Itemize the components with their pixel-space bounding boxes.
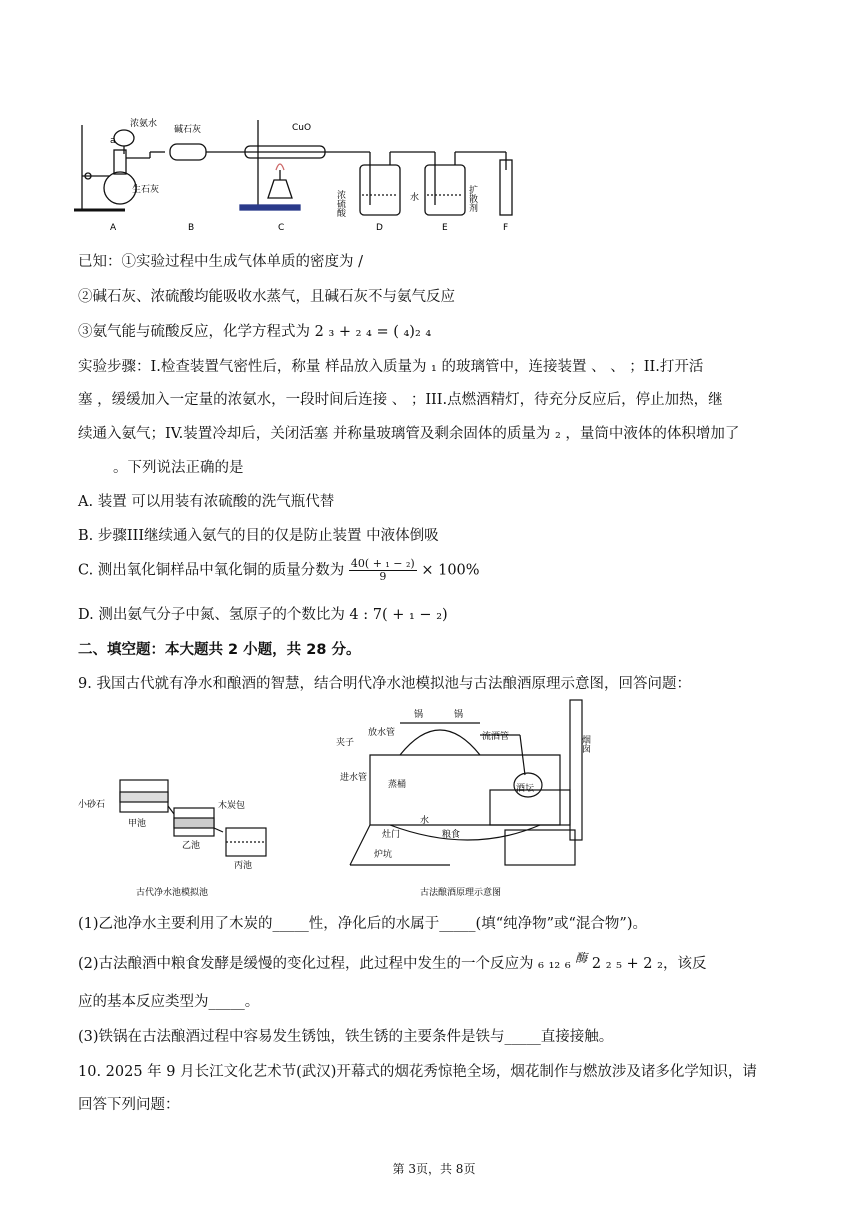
- q9-part-2: [78, 952, 706, 973]
- label-jia-pool: 甲池: [128, 819, 147, 829]
- label-inlet-pipe: 进水管: [340, 773, 368, 783]
- label-stove-door: 灶门: [382, 830, 401, 840]
- label-chimney: 烟囱: [580, 735, 590, 753]
- label-pebble: 小砂石: [78, 800, 106, 810]
- label-drain-pipe: 放水管: [368, 728, 396, 738]
- apparatus-figure: [70, 110, 530, 235]
- option-c-numerator: 40( + ₁ − ₂): [350, 557, 415, 570]
- label-liquor-jar: 酒坛: [516, 784, 535, 794]
- apparatus-letter-e: E: [442, 223, 448, 233]
- option-d: D. 测出氨气分子中氮、氢原子的个数比为 4 : 7( + ₁ − ₂): [78, 607, 448, 623]
- label-wok-1: 锅: [414, 710, 424, 720]
- option-c-fraction: [349, 558, 417, 583]
- label-yi-pool: 乙池: [182, 841, 201, 851]
- label-grain: 粮食: [442, 830, 461, 840]
- option-c-denominator: 9: [379, 570, 387, 583]
- label-water-pot: 水: [420, 816, 430, 826]
- steps-line-2: 塞 ，缓缓加入一定量的浓氨水，一段时间后连接 、 ；III.点燃酒精灯，待充分反应后，停止加热，继: [78, 392, 723, 408]
- q9-part-1: (1)乙池净水主要利用了木炭的_____性，净化后的水属于_____(填“纯净物”或“混合物”)。: [78, 916, 648, 932]
- given-line-3: ③氨气能与硫酸反应，化学方程式为 2 ₃ + ₂ ₄ = ( ₄)₂ ₄: [78, 324, 432, 340]
- option-c: [78, 558, 480, 583]
- distillation-figure: [330, 695, 600, 900]
- q9-part-3: (3)铁锅在古法酿酒过程中容易发生锈蚀，铁生锈的主要条件是铁与_____直接接触。: [78, 1029, 614, 1045]
- q9-part-2-cont: 应的基本反应类型为_____。: [78, 994, 260, 1010]
- option-c-prefix: C. 测出氧化铜样品中氧化铜的质量分数为: [78, 562, 345, 579]
- given-line-2: ②碱石灰、浓硫酸均能吸收水蒸气，且碱石灰不与氨气反应: [78, 289, 455, 305]
- given-line-1: 已知：①实验过程中生成气体单质的密度为 /: [78, 254, 363, 270]
- label-wok-2: 锅: [454, 710, 464, 720]
- q9-part-2-formula: ₆ ₁₂ ₆: [538, 956, 571, 972]
- option-b: B. 步骤III继续通入氨气的目的仅是防止装置 中液体倒吸: [78, 528, 439, 544]
- label-steamer: 蒸桶: [388, 780, 407, 790]
- steps-line-3: 续通入氨气；IV.装置冷却后，关闭活塞 并称量玻璃管及剩余固体的质量为 ₂ ，量筒中液体的体积增加了: [78, 426, 740, 442]
- page-footer: 第 3页，共 8页: [392, 1162, 476, 1176]
- apparatus-letter-a: A: [110, 223, 117, 233]
- label-a: a: [110, 136, 116, 146]
- label-water: 水: [410, 193, 420, 203]
- steps-line-4: 。下列说法正确的是: [113, 460, 244, 476]
- apparatus-letter-b: B: [188, 223, 195, 233]
- steps-line-1: 实验步骤：I.检查装置气密性后，称量 样品放入质量为 ₁ 的玻璃管中，连接装置 、 、 ；II.打开活: [78, 359, 704, 375]
- label-clip: 夹子: [336, 738, 355, 748]
- label-soda-lime: 碱石灰: [174, 125, 202, 135]
- section-2-heading: 二、填空题：本大题共 2 小题，共 28 分。: [78, 642, 361, 658]
- label-charcoal: 木炭包: [218, 801, 246, 811]
- water-purification-figure: [78, 770, 278, 900]
- enzyme-label: 酶: [575, 951, 588, 965]
- q10-line-1: 10. 2025 年 9 月长江文化艺术节(武汉)开幕式的烟花秀惊艳全场，烟花制作与燃放涉及诸多化学知识，请: [78, 1064, 757, 1080]
- q9-part-2-prefix: (2)古法酿酒中粮食发酵是缓慢的变化过程，此过程中发生的一个反应为: [78, 956, 534, 972]
- option-c-suffix: × 100%: [421, 562, 480, 579]
- label-ammonia: 浓氨水: [130, 119, 158, 129]
- label-bing-pool: 丙池: [234, 861, 253, 871]
- label-cotton: 扩散剂: [467, 185, 477, 212]
- apparatus-letter-f: F: [503, 223, 509, 233]
- label-lime: 生石灰: [132, 185, 160, 195]
- apparatus-letter-d: D: [376, 223, 383, 233]
- option-a: A. 装置 可以用装有浓硫酸的洗气瓶代替: [78, 494, 335, 510]
- left-figure-caption: 古代净水池模拟池: [136, 888, 209, 898]
- q10-line-2: 回答下列问题：: [78, 1097, 180, 1113]
- q9-intro: 9. 我国古代就有净水和酿酒的智慧，结合明代净水池模拟池与古法酿酒原理示意图，回答问题：: [78, 676, 691, 692]
- label-cuo: CuO: [292, 123, 312, 133]
- right-figure-caption: 古法酿酒原理示意图: [420, 888, 502, 898]
- q9-part-2-products: 2 ₂ ₅ + 2 ₂，该反: [591, 956, 707, 972]
- label-conc-acid: 浓硫酸: [335, 190, 345, 217]
- apparatus-letter-c: C: [278, 223, 285, 233]
- label-liquor-pipe: 流酒管: [482, 732, 510, 742]
- label-furnace: 炉坑: [374, 850, 393, 860]
